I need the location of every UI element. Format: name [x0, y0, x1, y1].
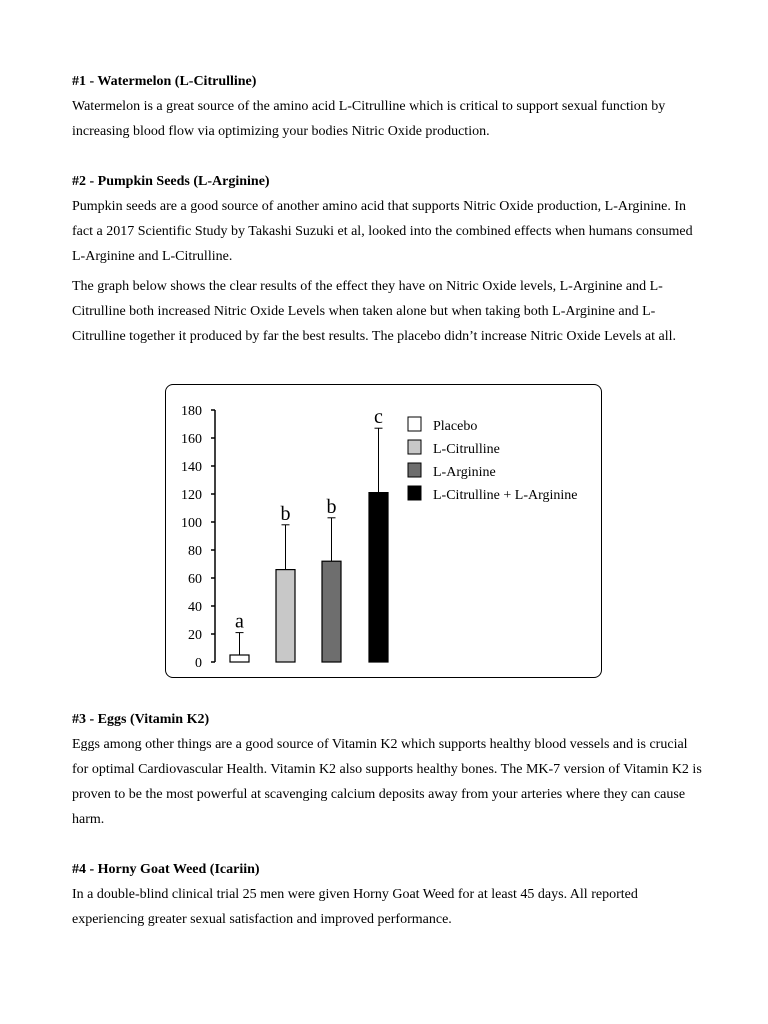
- section-heading: #3 - Eggs (Vitamin K2): [72, 712, 210, 727]
- chart-container: [165, 384, 602, 678]
- section-heading: #2 - Pumpkin Seeds (L-Arginine): [72, 174, 270, 189]
- significance-label: a: [235, 610, 244, 633]
- y-tick-label: 20: [188, 628, 202, 643]
- y-tick-label: 180: [181, 404, 202, 419]
- section-paragraph: In a double-blind clinical trial 25 men were given Horny Goat Weed for at least 45 days. All reported experiencing greater sexual satisfaction and improved performance.: [72, 887, 638, 927]
- section-heading: #4 - Horny Goat Weed (Icariin): [72, 862, 260, 877]
- significance-label: b: [280, 502, 291, 525]
- section-heading: #1 - Watermelon (L-Citrulline): [72, 74, 257, 89]
- section-eggs: [72, 707, 702, 832]
- bar: [230, 655, 249, 662]
- legend-swatch: [408, 486, 421, 500]
- nitric-oxide-chart: [166, 385, 600, 676]
- bar: [276, 570, 295, 662]
- significance-label: b: [326, 495, 337, 518]
- y-tick-label: 40: [188, 600, 202, 615]
- bar: [369, 493, 388, 662]
- legend-label: L-Arginine: [433, 465, 496, 480]
- section-paragraph: Pumpkin seeds are a good source of another amino acid that supports Nitric Oxide production, L-Arginine. In fact a 2017 Scientific Study by Takashi Suzuki et al, looked into the combined effects when humans consumed L-Arginine and L-Citrulline.: [72, 199, 693, 264]
- legend-swatch: [408, 440, 421, 454]
- y-tick-label: 100: [181, 516, 202, 531]
- legend-label: L-Citrulline: [433, 442, 500, 457]
- legend-label: L-Citrulline + L-Arginine: [433, 488, 578, 503]
- section-paragraph: Watermelon is a great source of the amino acid L-Citrulline which is critical to support sexual function by increasing blood flow via optimizing your bodies Nitric Oxide production.: [72, 99, 666, 139]
- section-horny-goat-weed: [72, 857, 702, 932]
- y-tick-label: 120: [181, 488, 202, 503]
- bar: [322, 561, 341, 662]
- legend-label: Placebo: [433, 419, 478, 434]
- y-tick-label: 160: [181, 432, 202, 447]
- section-paragraph: The graph below shows the clear results of the effect they have on Nitric Oxide levels, L-Arginine and L-Citrulline both increased Nitric Oxide Levels when taken alone but when taking both L-Arginine and L-Citrulline together it produced by far the best results. The placebo didn’t increase Nitric Oxide Levels at all.: [72, 279, 677, 344]
- section-watermelon: [72, 69, 702, 144]
- legend-swatch: [408, 463, 421, 477]
- legend-swatch: [408, 417, 421, 431]
- y-tick-label: 0: [195, 656, 202, 671]
- section-paragraph: Eggs among other things are a good source of Vitamin K2 which supports healthy blood vessels and is crucial for optimal Cardiovascular Health. Vitamin K2 also supports healthy bones. The MK-7 version of Vitamin K2 is proven to be the most powerful at scavenging calcium deposits away from your arteries where they can cause harm.: [72, 737, 702, 827]
- significance-label: c: [374, 406, 383, 429]
- section-pumpkin-seeds: [72, 169, 702, 349]
- y-tick-label: 80: [188, 544, 202, 559]
- y-tick-label: 140: [181, 460, 202, 475]
- y-tick-label: 60: [188, 572, 202, 587]
